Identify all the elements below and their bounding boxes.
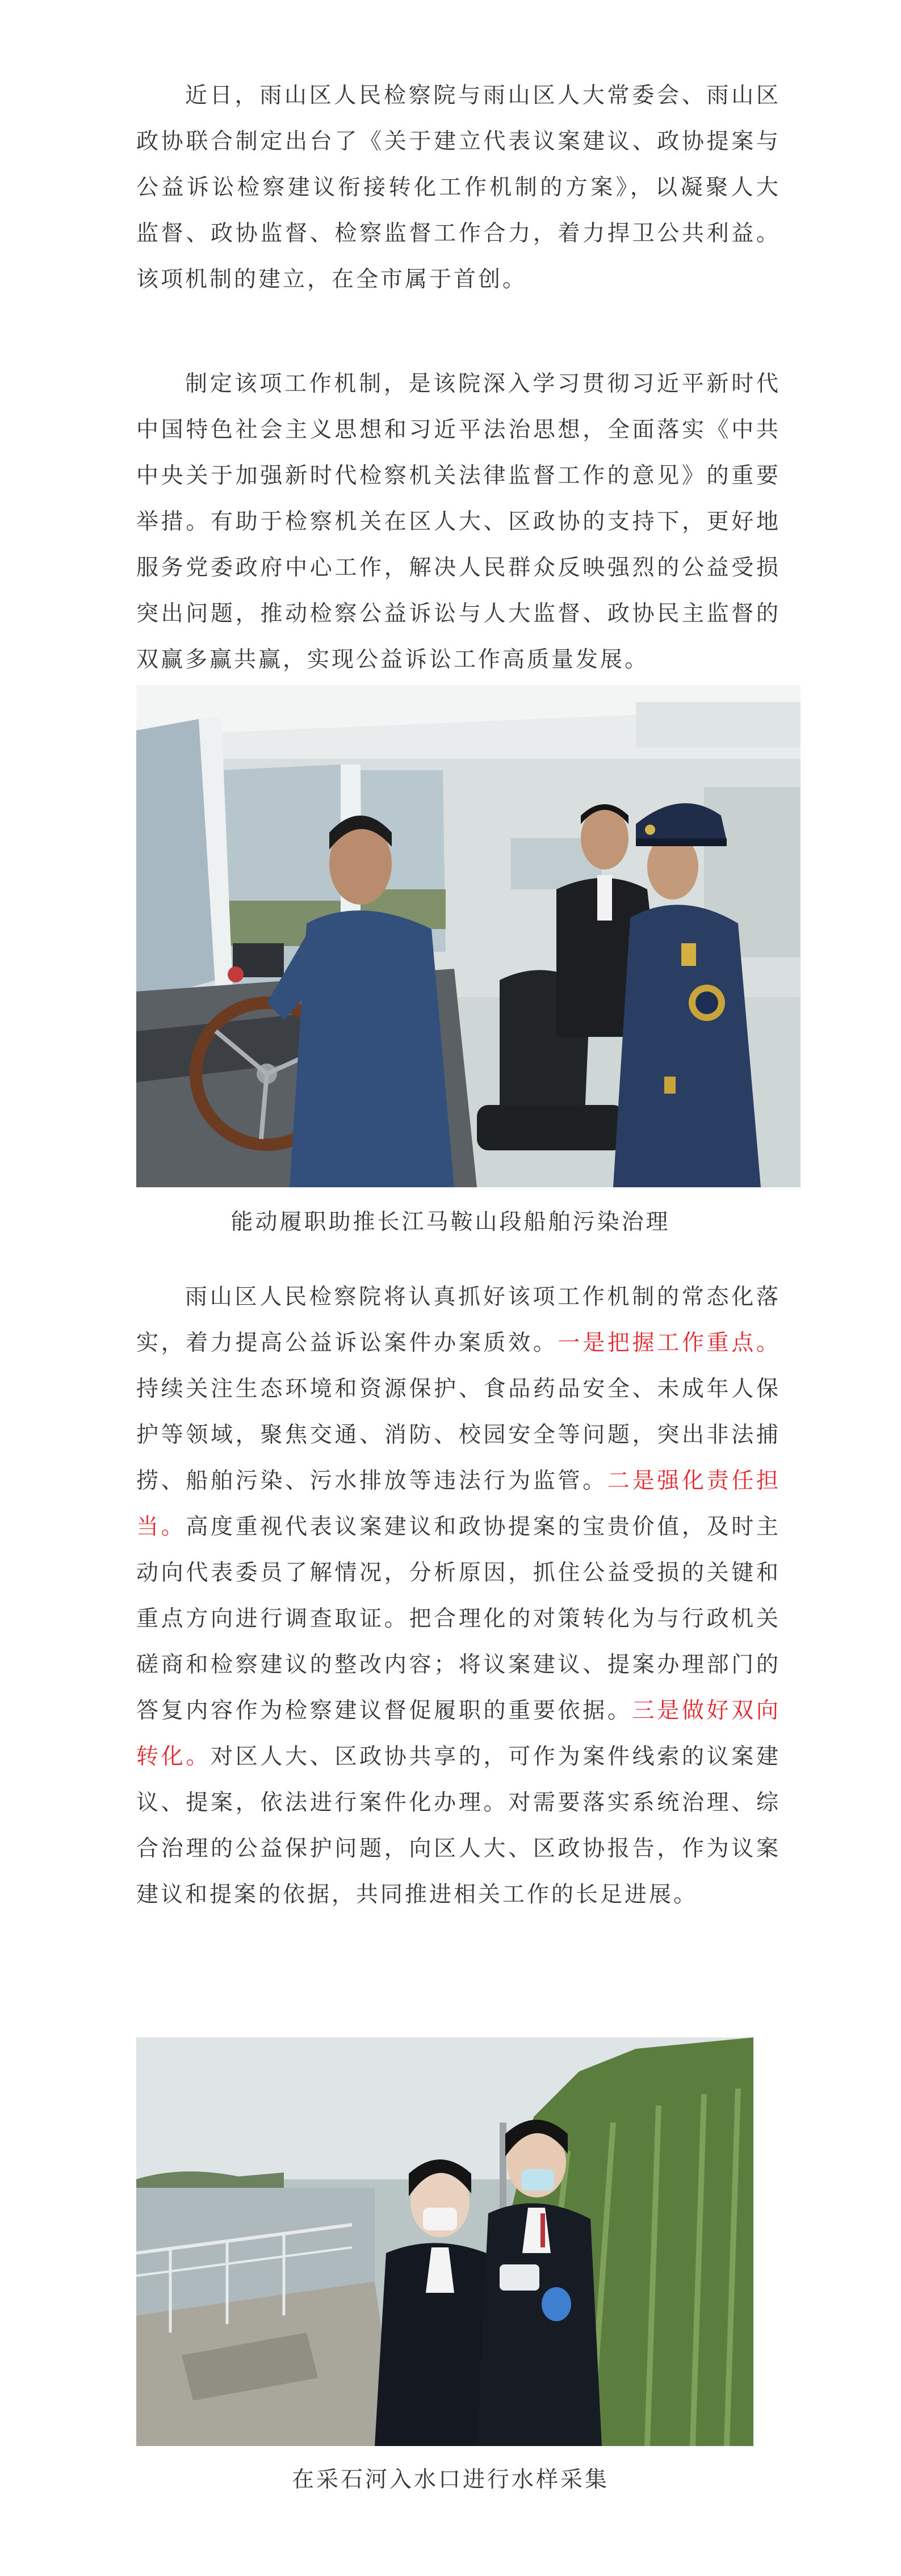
photo-ship-bridge: [136, 685, 801, 1187]
paragraph-purpose: [136, 361, 781, 683]
paragraph-text: 对区人大、区政协共享的，可作为案件线索的议案建议、提案，依法进行案件化办理。对需要落实系统治理、综合治理的公益保护问题，向区人大、区政协报告，作为议案建议和提案的依据，共同推进相关工作的长足进展。: [136, 1744, 781, 1907]
paragraph-text: 高度重视代表议案建议和政协提案的宝贵价值，及时主动向代表委员了解情况，分析原因，抓住公益受损的关键和重点方向进行调查取证。把合理化的对策转化为与行政机关磋商和检察建议的整改内容；将议案建议、提案办理部门的答复内容作为检察建议督促履职的重要依据。: [136, 1514, 781, 1724]
paragraph-text: 持续关注生态环境和资源保护、食品药品安全、未成年人保护等领域，聚焦交通、消防、校园安全等问题，突出非法捕捞、船舶污染、污水排放等违法行为监管。: [136, 1376, 781, 1494]
photo1-caption: 能动履职助推长江马鞍山段船舶污染治理: [231, 1209, 670, 1235]
highlight-point-two: 二是强化责任担当。: [136, 1468, 781, 1540]
paragraph-intro: [136, 73, 781, 302]
paragraph-measures: [136, 1274, 781, 1918]
photo2-caption: 在采石河入水口进行水样采集: [291, 2467, 609, 2493]
highlight-point-one: 一是把握工作重点。: [558, 1330, 781, 1356]
photo-water-sampling: [136, 2037, 753, 2446]
paragraph-text: 近日，雨山区人民检察院与雨山区人大常委会、雨山区政协联合制定出台了《关于建立代表议案建议、政协提案与公益诉讼检察建议衔接转化工作机制的方案》，以凝聚人大监督、政协监督、检察监督工作合力，着力捍卫公共利益。该项机制的建立，在全市属于首创。: [136, 83, 781, 292]
paragraph-text: 雨山区人民检察院将认真抓好该项工作机制的常态化落实，着力提高公益诉讼案件办案质效。: [136, 1284, 781, 1356]
paragraph-text: 制定该项工作机制，是该院深入学习贯彻习近平新时代中国特色社会主义思想和习近平法治思想，全面落实《中共中央关于加强新时代检察机关法律监督工作的意见》的重要举措。有助于检察机关在区人大、区政协的支持下，更好地服务党委政府中心工作，解决人民群众反映强烈的公益受损突出问题，推动检察公益诉讼与人大监督、政协民主监督的双赢多赢共赢，实现公益诉讼工作高质量发展。: [136, 371, 781, 673]
highlight-point-three: 三是做好双向转化。: [136, 1698, 781, 1770]
